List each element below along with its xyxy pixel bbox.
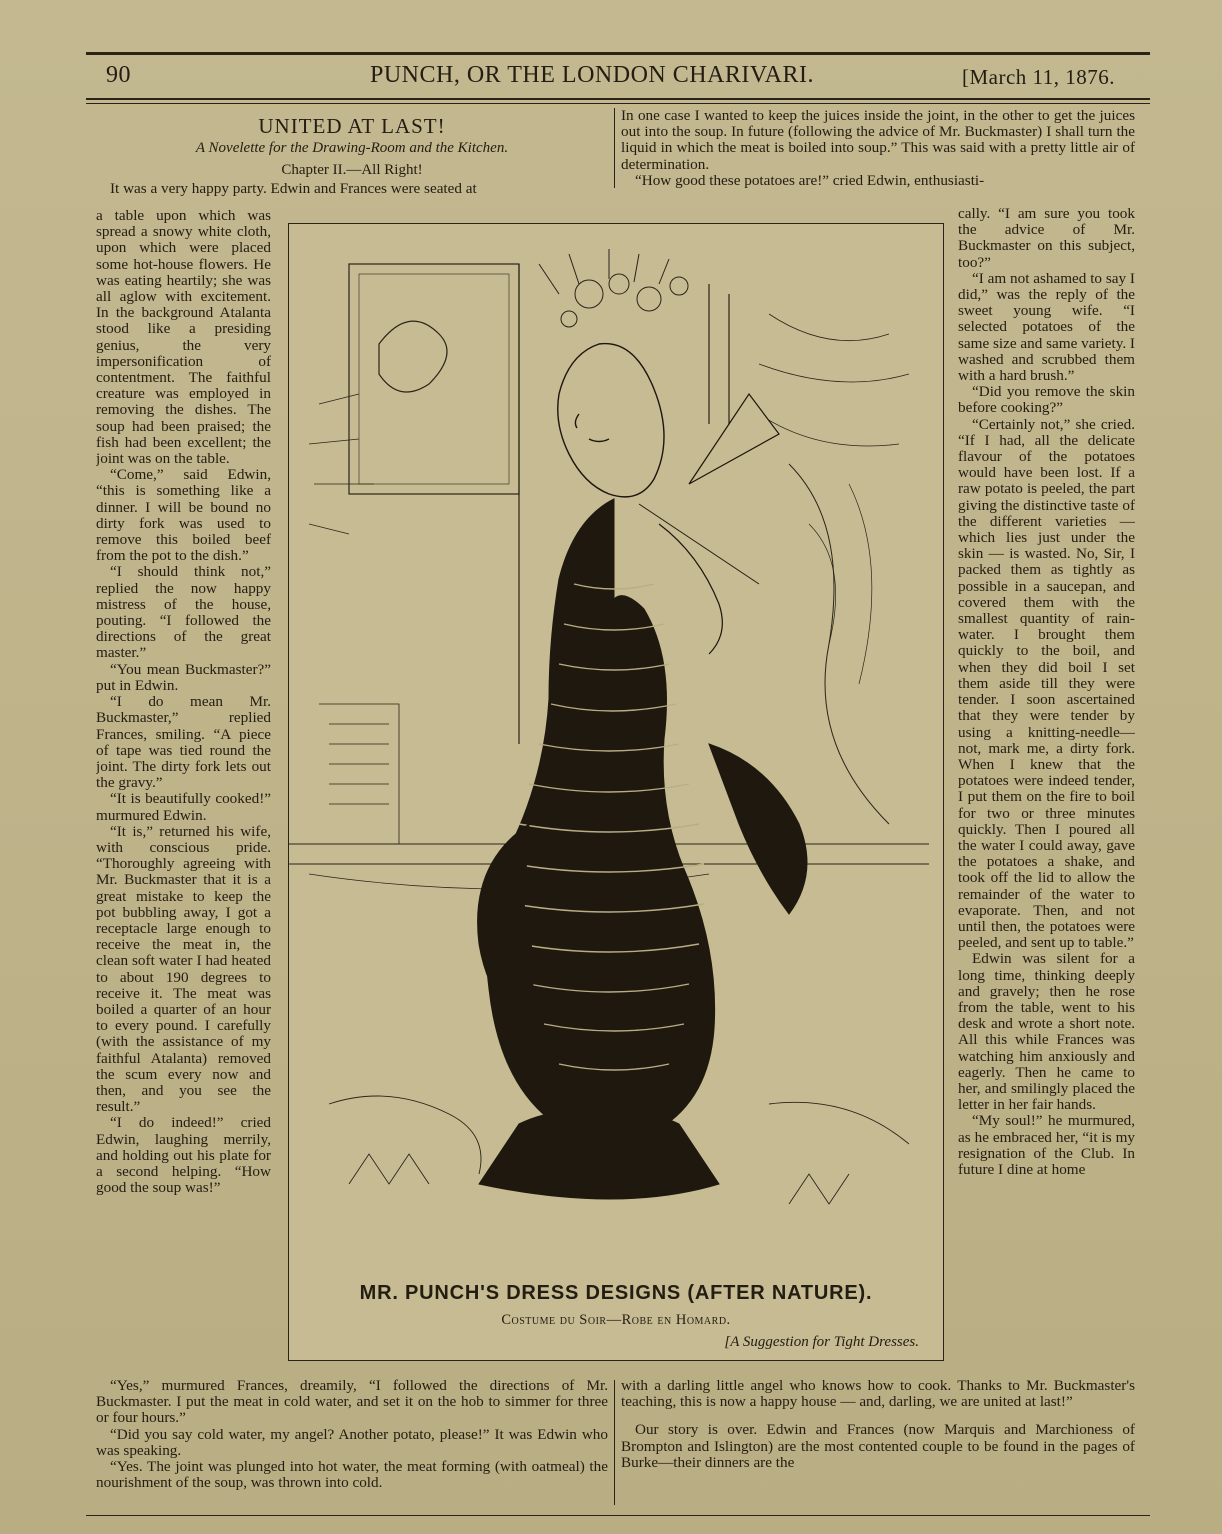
paragraph: Edwin was silent for a long time, thinking deeply and gravely; then he rose from the table, went to his desk and wrote a short note. All this while Frances was watching him anxiously and eagerly. Then he came to her, and smilingly placed the letter in her fair hands. (958, 950, 1135, 1114)
paragraph: a table upon which was spread a snowy white cloth, upon which were placed some hot-house flowers. He was eating heartily; she was all aglow with excitement. In the background Atalanta stood like a presiding genius, the very impersonification of contentment. The faithful creature was employed in removing the dishes. The soup had been praised; the fish had been excellent; the joint was on the table. (96, 208, 271, 468)
paragraph: “It is beautifully cooked!” murmured Edwin. (96, 790, 271, 824)
illustration-caption: MR. PUNCH'S DRESS DESIGNS (AFTER NATURE). (359, 1282, 873, 1304)
paragraph: “Did you remove the skin before cooking?” (958, 383, 1135, 417)
illustration-frame (288, 223, 944, 1361)
paragraph: “Did you say cold water, my angel? Another potato, please!” It was Edwin who was speaking. (96, 1425, 608, 1459)
header-rule-thin (86, 103, 1150, 104)
top-rule (86, 52, 1150, 55)
lobster-dress-engraving (289, 224, 942, 1264)
bottom-left-block (96, 1378, 608, 1510)
paragraph: In one case I wanted to keep the juices inside the joint, in the other to get the juices out into the soup. In future (following the advice of Mr. Buckmaster) I shall turn the liquid in which the meat is boiled into soup.” This was said with a pretty little air of determination. (621, 107, 1135, 173)
paragraph: “I do indeed!” cried Edwin, laughing merrily, and holding out his plate for a second helping. “How good the soup was!” (96, 1114, 271, 1197)
paragraph: “I do mean Mr. Buckmaster,” replied Frances, smiling. “A piece of tape was tied round the joint. The dirty fork lets out the gravy.” (96, 693, 271, 792)
header-rule (86, 98, 1150, 100)
right-column (958, 206, 1135, 1380)
paragraph: “My soul!” he murmured, as he embraced her, “it is my resignation of the Club. In future I dine at home (958, 1112, 1135, 1178)
column-divider (614, 108, 615, 188)
paragraph: “Come,” said Edwin, “this is something like a dinner. I will be bound no dirty fork was used to remove this boiled beef from the pot to the dish.” (96, 466, 271, 565)
paragraph: “Yes. The joint was plunged into hot water, the meat forming (with oatmeal) the nourishment of the soup, was thrown into cold. (96, 1458, 608, 1492)
opening-line: It was a very happy party. Edwin and Frances were seated at (110, 179, 477, 197)
illustration-subcaption: Costume du Soir—Robe en Homard. (501, 1312, 731, 1328)
illustration-note: [A Suggestion for Tight Dresses. (724, 1334, 919, 1350)
paragraph: “You mean Buckmaster?” put in Edwin. (96, 660, 271, 694)
paragraph: “I should think not,” replied the now happy mistress of the house, pouting. “I followed the directions of the great master.” (96, 563, 271, 662)
paragraph: “How good these potatoes are!” cried Edwin, enthusiasti- (635, 171, 985, 189)
paragraph: cally. “I am sure you took the advice of Mr. Buckmaster on this subject, too?” (958, 206, 1135, 271)
left-column (96, 208, 271, 1380)
paragraph: “It is,” returned his wife, with conscious pride. “Thoroughly agreeing with Mr. Buckmaster that it is a great mistake to keep the pot bubbling away, I got a receptacle large enough to receive the meat in, the clean soft water I had heated to about 190 degrees to receive it. The meat was boiled a quarter of an hour to every pound. I carefully (with the assistance of my faithful Atalanta) removed the scum every now and then, and you see the result.” (96, 822, 271, 1116)
column-divider-bottom (614, 1380, 615, 1505)
paragraph: “I am not ashamed to say I did,” was the reply of the sweet young wife. “I selected potatoes of the same size and same variety. I washed and scrubbed them with a hard brush.” (958, 269, 1135, 385)
story-title: UNITED AT LAST! (258, 114, 446, 138)
top-right-block (621, 108, 1135, 189)
paragraph: “Yes,” murmured Frances, dreamily, “I followed the directions of Mr. Buckmaster. I put the meat in cold water, and set it on the hob to simmer for three or four hours.” (96, 1378, 608, 1427)
paragraph: “Certainly not,” she cried. “If I had, all the delicate flavour of the potatoes would have been lost. If a raw potato is peeled, the part giving the distinctive taste of the different varieties — which lies just under the skin — is wasted. No, Sir, I packed them as tightly as possible in a saucepan, and covered them with the smallest quantity of rain-water. I brought them quickly to the boil, and when they did boil I set them aside till they were tender. I soon ascertained that they were tender by using a knitting-needle—not, mark me, a dirty fork. When I knew that the potatoes were indeed tender, I put them on the fire to boil for two or three minutes quickly. Then I poured all the water I could away, gave the potatoes a shake, and took off the lid to allow the remainder of the water to evaporate. Then, and not until then, the potatoes were peeled, and sent up to table.” (958, 415, 1135, 952)
bottom-rule (86, 1515, 1150, 1516)
bottom-right-block (621, 1378, 1135, 1510)
story-header (96, 114, 608, 197)
chapter-heading: Chapter II.—All Right! (281, 162, 423, 179)
page-number: 90 (106, 62, 131, 88)
masthead: PUNCH, OR THE LONDON CHARIVARI. (370, 62, 814, 88)
paragraph: with a darling little angel who knows how to cook. Thanks to Mr. Buckmaster's teaching, this is now a happy house — and, darling, we are united at last!” (621, 1378, 1135, 1411)
issue-date: [March 11, 1876. (962, 65, 1116, 89)
paragraph: Our story is over. Edwin and Frances (now Marquis and Marchioness of Brompton and Islington) are the most contented couple to be found in the pages of Burke—their dinners are the (621, 1421, 1135, 1471)
story-subtitle: A Novelette for the Drawing-Room and the Kitchen. (195, 140, 509, 157)
